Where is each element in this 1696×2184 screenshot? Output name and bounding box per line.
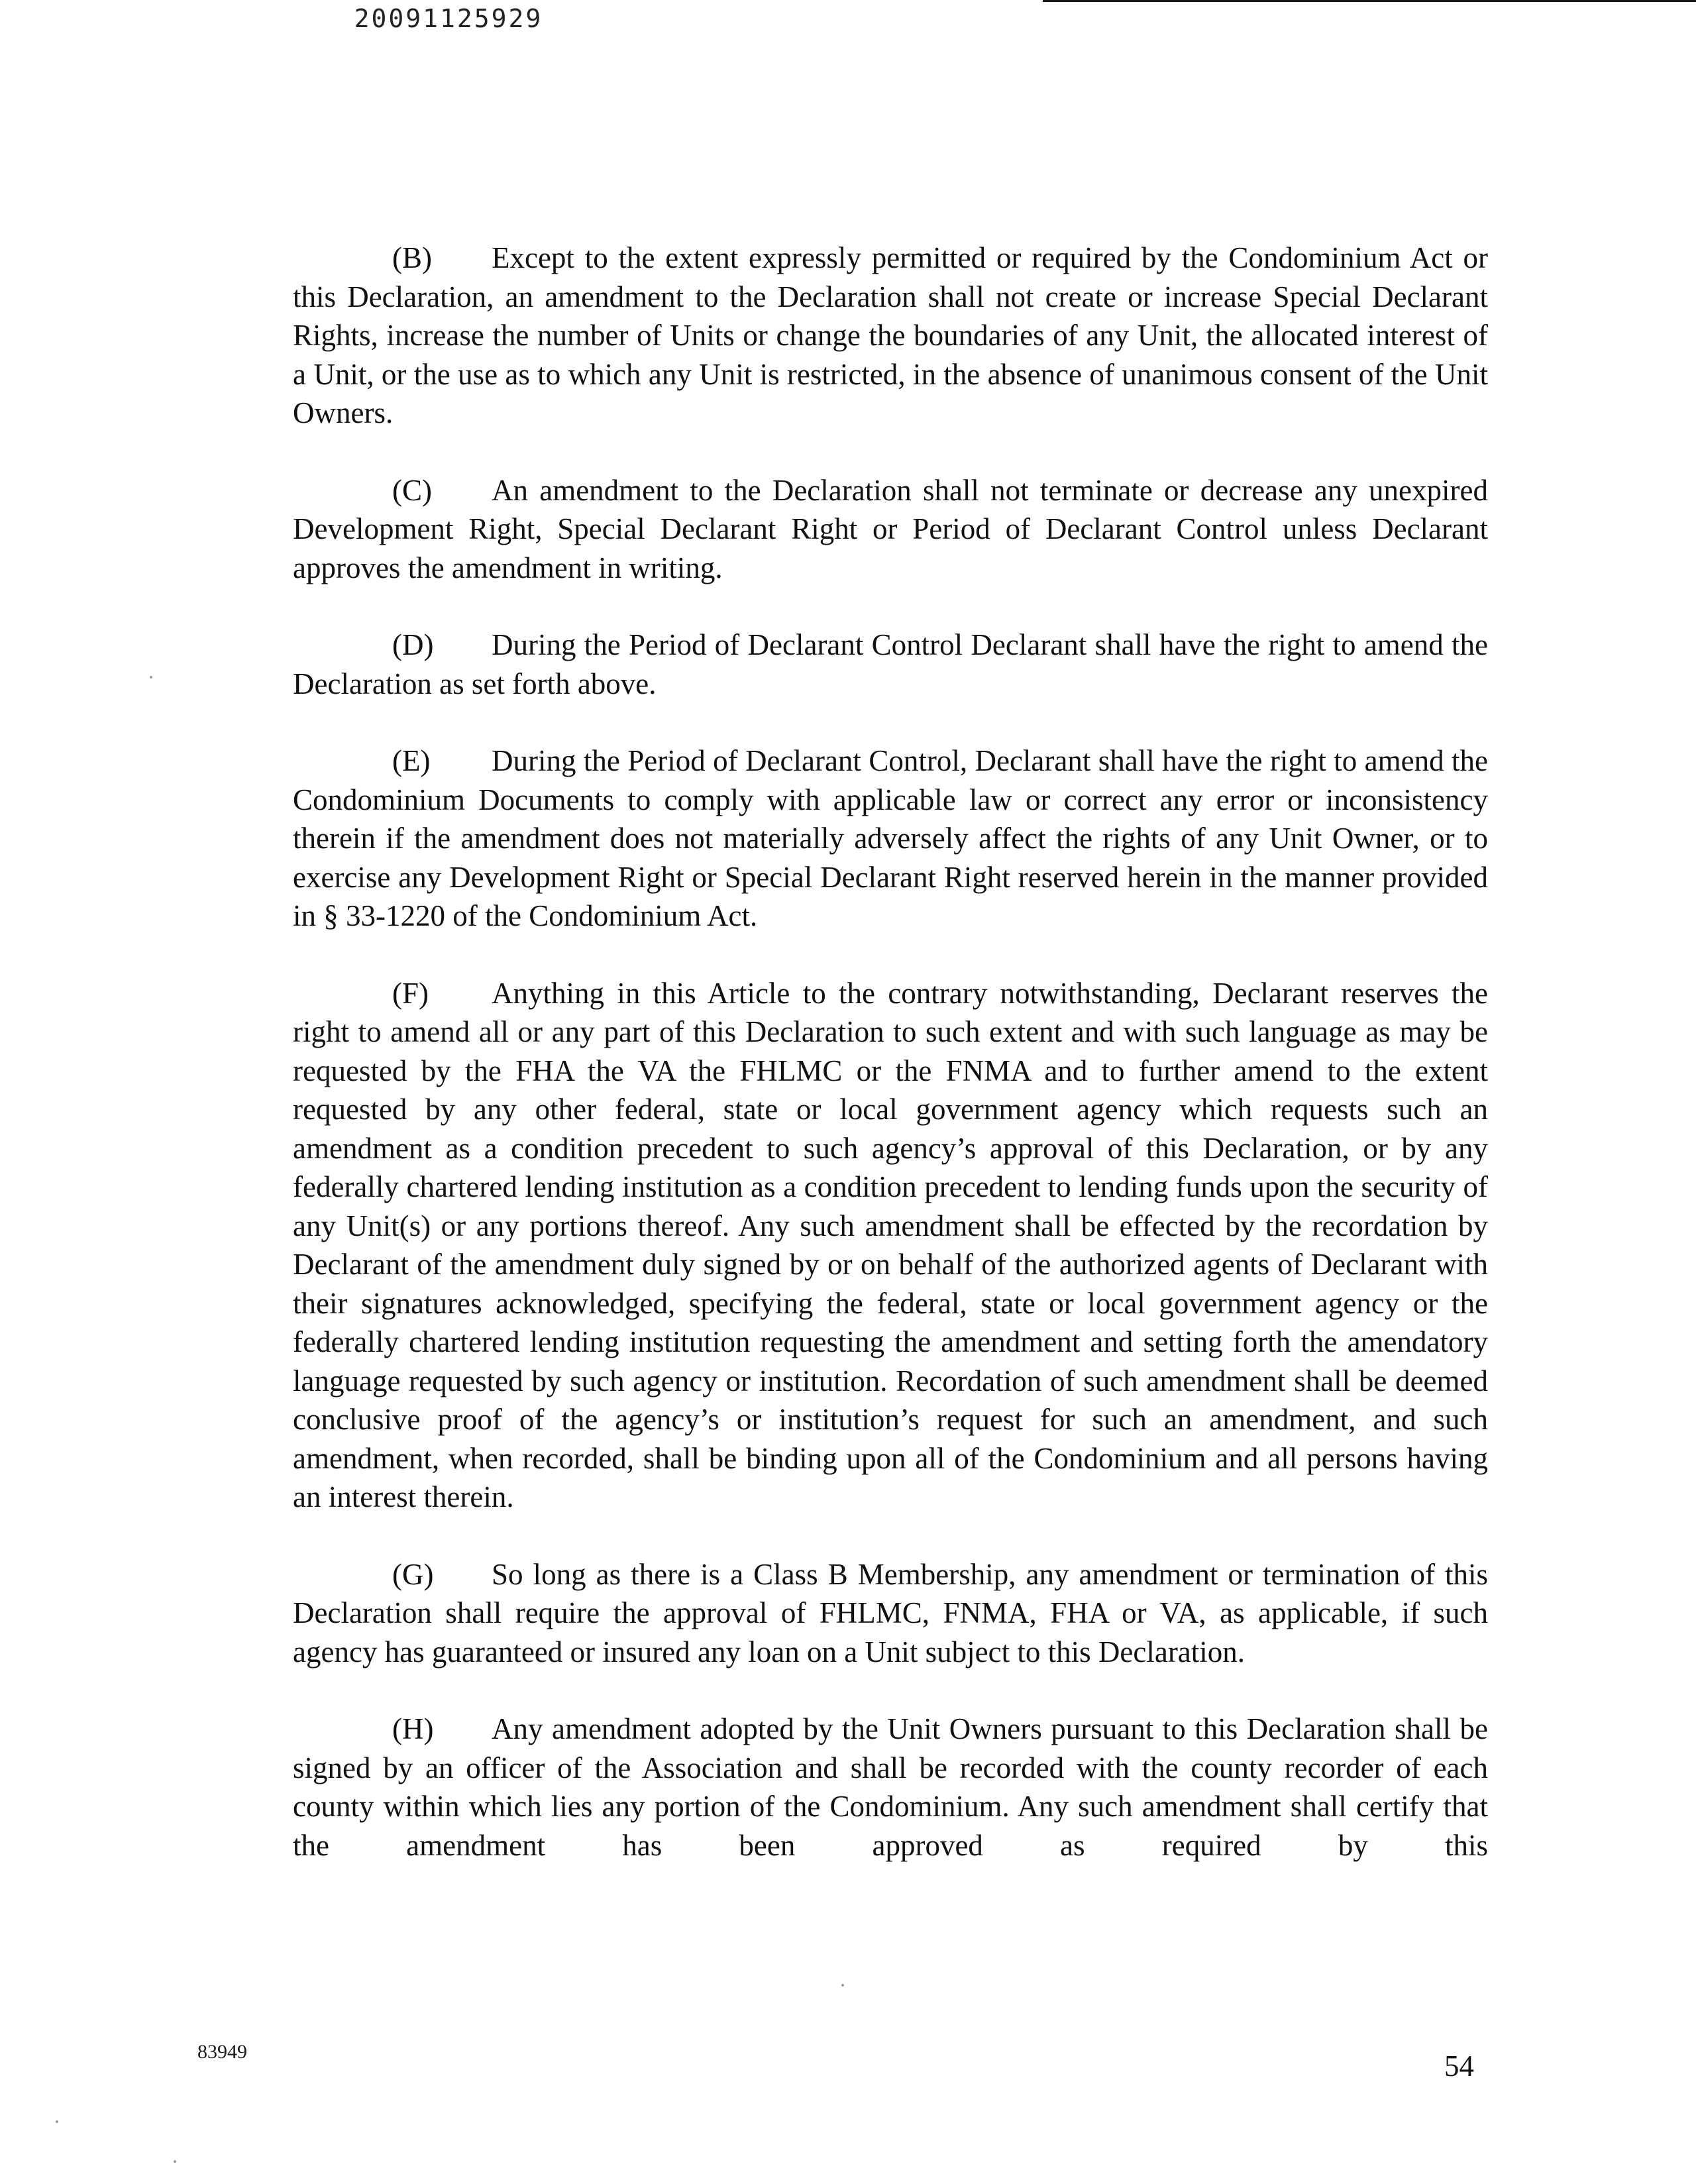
paragraph-d xyxy=(293,626,1488,703)
paragraph-text: Except to the extent expressly permitted or required by the Condominium Act or this Declaration, an amendment to the Declaration shall not create or increase Special Declarant Rights, increase the number of Units or change the boundaries of any Unit, the allocated interest of a Unit, or the use as to which any Unit is restricted, in the absence of unanimous consent of the Unit Owners. xyxy=(293,241,1488,429)
top-rule xyxy=(1043,0,1696,2)
paragraph-c xyxy=(293,471,1488,588)
scan-speck xyxy=(56,2120,58,2123)
document-number: 83949 xyxy=(197,2041,247,2063)
paragraph-text: During the Period of Declarant Control, Declarant shall have the right to amend the Condominium Documents to comply with applicable law or correct any error or inconsistency therein if the amendment does not materially adversely affect the rights of any Unit Owner, or to exercise any Development Right or Special Declarant Right reserved herein in the manner provided in § 33-1220 of the Condominium Act. xyxy=(293,744,1488,932)
paragraph-e xyxy=(293,741,1488,936)
paragraph-h xyxy=(293,1710,1488,1865)
scan-speck xyxy=(174,2160,176,2163)
page-number: 54 xyxy=(1444,2049,1474,2083)
paragraph-label: (F) xyxy=(392,976,429,1010)
paragraph-label: (G) xyxy=(392,1557,434,1591)
paragraph-b xyxy=(293,239,1488,433)
scan-speck xyxy=(841,1984,844,1987)
paragraph-label: (B) xyxy=(392,241,432,274)
paragraph-label: (H) xyxy=(392,1712,434,1745)
paragraph-label: (C) xyxy=(392,473,432,507)
paragraph-g xyxy=(293,1555,1488,1672)
paragraph-text: During the Period of Declarant Control Declarant shall have the right to amend the Declaration as set forth above. xyxy=(293,628,1488,700)
paragraph-label: (E) xyxy=(392,744,431,777)
document-body xyxy=(293,239,1488,1865)
paragraph-label: (D) xyxy=(392,628,434,661)
paragraph-text: So long as there is a Class B Membership, any amendment or termination of this Declaration shall require the approval of FHLMC, FNMA, FHA or VA, as applicable, if such agency has guaranteed or insured any loan on a Unit subject to this Declaration. xyxy=(293,1557,1488,1668)
paragraph-text: Any amendment adopted by the Unit Owners pursuant to this Declaration shall be signed by an officer of the Association and shall be recorded with the county recorder of each county within which lies any portion of the Condominium. Any such amendment shall certify that the amendment has been approved as required by this xyxy=(293,1712,1488,1862)
paragraph-f xyxy=(293,974,1488,1517)
scan-speck xyxy=(150,676,152,679)
paragraph-text: Anything in this Article to the contrary notwithstanding, Declarant reserves the right to amend all or any part of this Declaration to such extent and with such language as may be requested by the FHA the VA the FHLMC or the FNMA and to further amend to the extent requested by any other federal, state or local government agency which requests such an amendment as a condition precedent to such agency’s approval of this Declaration, or by any federally chartered lending institution as a condition precedent to lending funds upon the security of any Unit(s) or any portions thereof. Any such amendment shall be effected by the recordation by Declarant of the amendment duly signed by or on behalf of the authorized agents of Declarant with their signatures acknowledged, specifying the federal, state or local government agency or the federally chartered lending institution requesting the amendment and setting forth the amendatory language requested by such agency or institution. Recordation of such amendment shall be deemed conclusive proof of the agency’s or institution’s request for such an amendment, and such amendment, when recorded, shall be binding upon all of the Condominium and all persons having an interest therein. xyxy=(293,976,1488,1513)
paragraph-text: An amendment to the Declaration shall not terminate or decrease any unexpired Development Right, Special Declarant Right or Period of Declarant Control unless Declarant approves the amendment in writing. xyxy=(293,473,1488,584)
recording-number: 20091125929 xyxy=(354,4,543,33)
